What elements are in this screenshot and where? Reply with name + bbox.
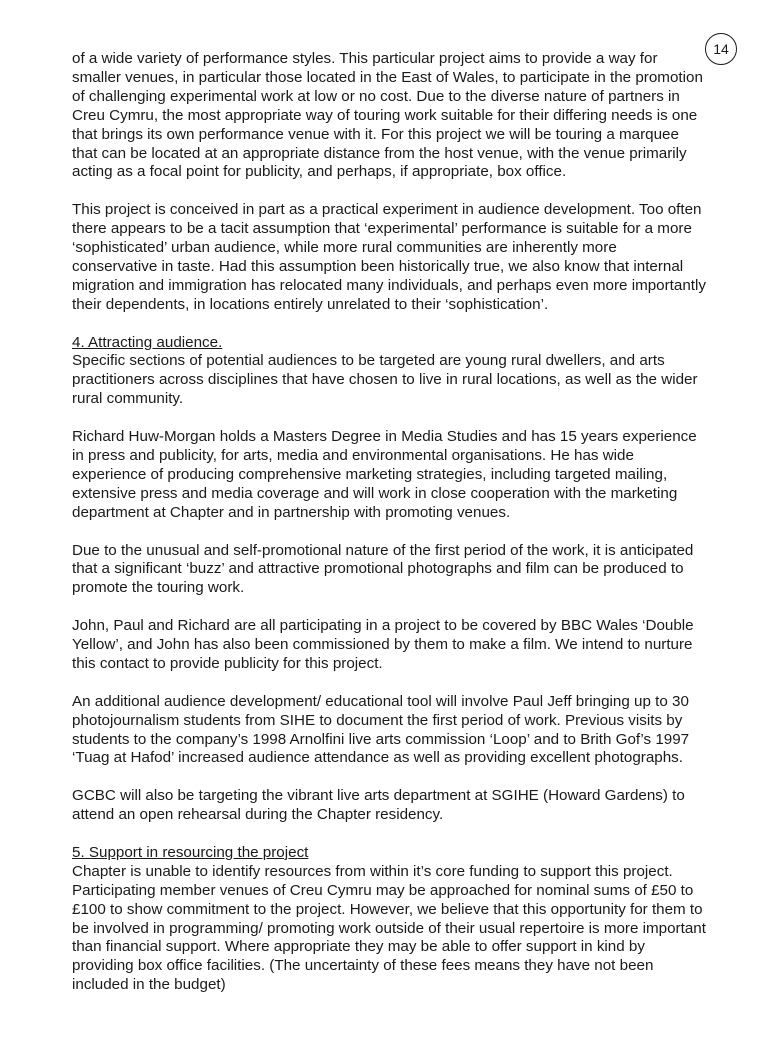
paragraph-audience-experiment: This project is conceived in part as a practical experiment in audience development. Too often there appears to be a tacit assumption that ‘experimental’ performance is suitable for a more ‘sophisticated’ urban audience, while more rural communities are inherently more conservative in taste. Had this assumption been historically true, we also know that internal migration and immigration has relocated many individuals, and perhaps even more importantly their dependents, in locations entirely unrelated to their ‘sophistication’. (72, 201, 706, 313)
section-heading-attracting-audience: 4. Attracting audience. (72, 333, 223, 351)
paragraph-gcbc-sgihe: GCBC will also be targeting the vibrant live arts department at SGIHE (Howard Gardens) to attend an open rehearsal during the Chapter residency. (72, 787, 685, 824)
document-body (72, 50, 706, 995)
paragraph-chapter-funding: Chapter is unable to identify resources from within it’s core funding to support this project. Participating member venues of Creu Cymru may be approached for nominal sums of £50 to £100 to show commitment to the project. However, we believe that this opportunity for them to be involved in programming/ promoting work outside of their usual repertoire is more important than financial support. Where appropriate they may be able to offer support in kind by providing box office facilities. (The uncertainty of these fees means they have not been included in the budget) (72, 862, 706, 994)
paragraph-photojournalism-students: An additional audience development/ educational tool will involve Paul Jeff bringing up to 30 photojournalism students from SIHE to document the first period of work. Previous visits by students to the company’s 1998 Arnolfini live arts commission ‘Loop’ and to Brith Gof’s 1997 ‘Tuag at Hafod’ increased audience attendance as well as providing excellent photographs. (72, 692, 690, 767)
page-number: 14 (705, 33, 737, 65)
paragraph-richard-huw-morgan: Richard Huw-Morgan holds a Masters Degree in Media Studies and has 15 years experience in press and publicity, for arts, media and environmental organisations. He has wide experience of producing comprehensive marketing strategies, including targeted mailing, extensive press and media coverage and will work in close cooperation with the marketing department at Chapter and in partnership with promoting venues. (72, 428, 697, 521)
paragraph-bbc-wales: John, Paul and Richard are all participating in a project to be covered by BBC Wales ‘Double Yellow’, and John has also been commissioned by them to make a film. We intend to nurture this contact to provide publicity for this project. (72, 617, 694, 672)
paragraph-promotional-buzz: Due to the unusual and self-promotional nature of the first period of the work, it is anticipated that a significant ‘buzz’ and attractive promotional photographs and film can be produced to promote the touring work. (72, 541, 694, 597)
section-heading-support-resourcing: 5. Support in resourcing the project (72, 843, 309, 861)
paragraph-marquee-touring: of a wide variety of performance styles. This particular project aims to provide a way for smaller venues, in particular those located in the East of Wales, to participate in the promotion of challenging experimental work at low or no cost. Due to the diverse nature of partners in Creu Cymru, the most appropriate way of touring work suitable for their differing needs is one that brings its own performance venue with it. For this project we will be touring a marquee that can be located at an appropriate distance from the host venue, with the venue primarily acting as a focal point for publicity, and perhaps, if appropriate, box office. (72, 50, 703, 181)
paragraph-target-audiences: Specific sections of potential audiences to be targeted are young rural dwellers, and arts practitioners across disciplines that have chosen to live in rural locations, as well as the wider rural community. (72, 352, 698, 408)
